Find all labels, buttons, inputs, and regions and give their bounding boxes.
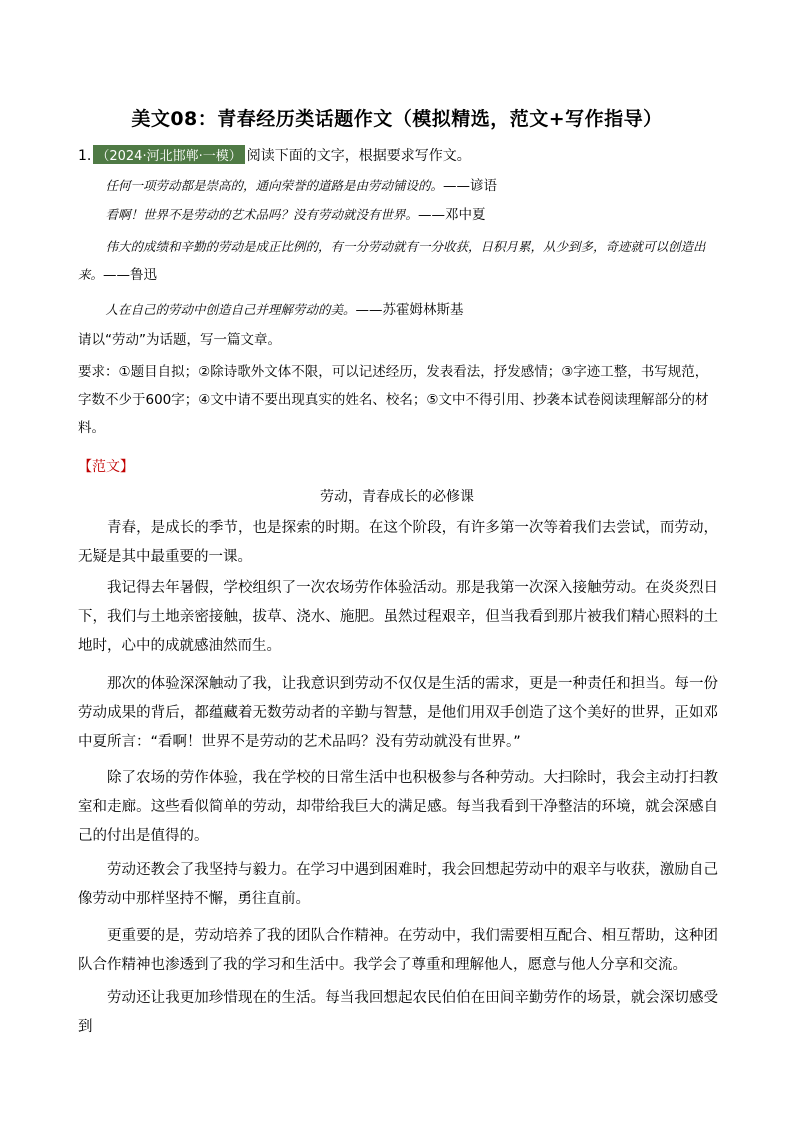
question-number: 1. [78,148,92,164]
essay-paragraph: 我记得去年暑假，学校组织了一次农场劳作体验活动。那是我第一次深入接触劳动。在炎炎烈日下，我们与土地亲密接触，拔草、浇水、施肥。虽然过程艰辛，但当我看到那片被我们精心照料的土地时，心中的成就感油然而生。 [78,580,718,654]
quote-2: 看啊！世界不是劳动的艺术品吗？没有劳动就没有世界。——邓中夏 [105,207,486,223]
essay-paragraph: 除了农场的劳作体验，我在学校的日常生活中也积极参与各种劳动。大扫除时，我会主动打扫教室和走廊。这些看似简单的劳动，却带给我巨大的满足感。每当我看到干净整洁的环境，就会深感自己的付出是值得的。 [78,770,718,844]
writing-requirements: 要求：①题目自拟；②除诗歌外文体不限，可以记述经历，发表看法，抒发感情；③字迹工整，书写规范，字数不少于600字；④文中请不要出现真实的姓名、校名；⑤文中不得引用、抄袭本试卷阅读理解部分的材料。 [78,364,709,436]
essay-paragraph: 劳动还教会了我坚持与毅力。在学习中遇到困难时，我会回想起劳动中的艰辛与收获，激励自己像劳动中那样坚持不懈，勇往直前。 [78,862,718,907]
quote-1: 任何一项劳动都是崇高的，通向荣誉的道路是由劳动铺设的。——谚语 [105,178,498,194]
essay-paragraph: 那次的体验深深触动了我，让我意识到劳动不仅仅是生活的需求，更是一种责任和担当。每一份劳动成果的背后，都蕴藏着无数劳动者的辛勤与智慧，是他们用双手创造了这个美好的世界，正如邓中夏所言：“看啊！世界不是劳动的艺术品吗？没有劳动就没有世界。” [78,676,718,750]
quote-3: 伟大的成绩和辛勤的劳动是成正比例的，有一分劳动就有一分收获，日积月累，从少到多，奇迹就可以创造出来。——鲁迅 [78,239,706,283]
essay-paragraph: 更重要的是，劳动培养了我的团队合作精神。在劳动中，我们需要相互配合、相互帮助，这种团队合作精神也渗透到了我的学习和生活中。我学会了尊重和理解他人，愿意与他人分享和交流。 [78,928,718,973]
essay-paragraph: 劳动还让我更加珍惜现在的生活。每当我回想起农民伯伯在田间辛勤劳作的场景，就会深切感受到 [78,990,718,1035]
question-instruction: 阅读下面的文字，根据要求写作文。 [246,148,471,164]
model-essay-label: 【范文】 [78,459,134,475]
writing-prompt: 请以“劳动”为话题，写一篇文章。 [78,332,281,348]
question-header [78,145,471,165]
essay-title: 劳动，青春成长的必修课 [320,489,474,505]
page-title: 美文08：青春经历类话题作文（模拟精选，范文+写作指导） [131,108,663,130]
source-tag: （2024·河北邯郸·一模） [93,145,244,164]
quote-4: 人在自己的劳动中创造自己并理解劳动的美。——苏霍姆林斯基 [105,302,464,318]
essay-paragraph: 青春，是成长的季节，也是探索的时期。在这个阶段，有许多第一次等着我们去尝试，而劳动，无疑是其中最重要的一课。 [78,520,718,565]
